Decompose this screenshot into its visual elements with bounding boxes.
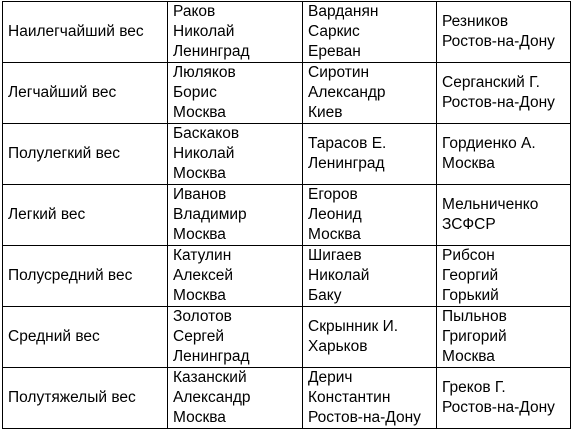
cell-line: Баскаков <box>173 125 240 142</box>
cell-line: Люляков <box>173 64 236 81</box>
cell-line: Раков <box>173 3 216 20</box>
cell-line: Рибсон <box>442 247 495 264</box>
weight-class-cell <box>3 2 168 63</box>
cell-line: ЗСФСР <box>442 216 496 233</box>
cell-line: Горький <box>442 287 499 304</box>
weight-class-label: Легкий вес <box>8 206 86 223</box>
cell-line: Алексей <box>173 267 233 284</box>
third-place-cell <box>437 124 571 185</box>
third-place-cell <box>437 246 571 307</box>
cell-line: Григорий <box>442 328 507 345</box>
cell-line: Сиротин <box>308 64 370 81</box>
cell-line: Москва <box>173 287 226 304</box>
cell-line: Ленинград <box>173 348 250 365</box>
table-body <box>3 2 571 429</box>
cell-line: Гордиенко А. <box>442 135 536 152</box>
cell-line: Николай <box>173 23 235 40</box>
cell-line: Харьков <box>308 338 368 355</box>
weight-class-cell <box>3 368 168 429</box>
cell-line: Александр <box>308 84 386 101</box>
cell-line: Москва <box>173 165 226 182</box>
third-place-cell <box>437 185 571 246</box>
cell-line: Греков Г. <box>442 379 506 396</box>
weight-class-table <box>2 1 571 429</box>
table-row <box>3 185 571 246</box>
first-place-cell <box>168 63 303 124</box>
cell-line: Николай <box>173 145 235 162</box>
cell-line: Золотов <box>173 308 232 325</box>
weight-class-label: Наилегчайший вес <box>8 23 144 40</box>
cell-line: Пыльнов <box>442 308 507 325</box>
table-row <box>3 307 571 368</box>
weight-class-label: Средний вес <box>8 328 100 345</box>
cell-line: Георгий <box>442 267 499 284</box>
cell-line: Ереван <box>308 43 361 60</box>
cell-line: Александр <box>173 389 251 406</box>
weight-class-label: Полулегкий вес <box>8 145 121 162</box>
second-place-cell <box>303 63 437 124</box>
cell-line: Сергей <box>173 328 225 345</box>
cell-line: Иванов <box>173 186 227 203</box>
first-place-cell <box>168 246 303 307</box>
cell-line: Москва <box>442 348 495 365</box>
cell-line: Ростов-на-Дону <box>442 33 555 50</box>
second-place-cell <box>303 124 437 185</box>
cell-line: Москва <box>442 155 495 172</box>
second-place-cell <box>303 2 437 63</box>
cell-line: Ленинград <box>173 43 250 60</box>
second-place-cell <box>303 368 437 429</box>
weight-class-cell <box>3 124 168 185</box>
weight-class-cell <box>3 63 168 124</box>
cell-line: Тарасов Е. <box>308 135 387 152</box>
second-place-cell <box>303 246 437 307</box>
first-place-cell <box>168 185 303 246</box>
cell-line: Николай <box>308 267 370 284</box>
cell-line: Резников <box>442 13 509 30</box>
first-place-cell <box>168 368 303 429</box>
cell-line: Егоров <box>308 186 358 203</box>
first-place-cell <box>168 307 303 368</box>
third-place-cell <box>437 307 571 368</box>
cell-line: Баку <box>308 287 342 304</box>
third-place-cell <box>437 2 571 63</box>
first-place-cell <box>168 2 303 63</box>
cell-line: Казанский <box>173 369 247 386</box>
weight-class-label: Полусредний вес <box>8 267 133 284</box>
cell-line: Ленинград <box>308 155 385 172</box>
cell-line: Москва <box>173 409 226 426</box>
weight-class-cell <box>3 185 168 246</box>
cell-line: Константин <box>308 389 391 406</box>
cell-line: Москва <box>308 226 361 243</box>
cell-line: Дерич <box>308 369 353 386</box>
third-place-cell <box>437 368 571 429</box>
cell-line: Ростов-на-Дону <box>442 399 555 416</box>
second-place-cell <box>303 185 437 246</box>
table-row <box>3 368 571 429</box>
cell-line: Борис <box>173 84 217 101</box>
cell-line: Катулин <box>173 247 232 264</box>
table-row <box>3 246 571 307</box>
table-row <box>3 63 571 124</box>
cell-line: Ростов-на-Дону <box>308 409 421 426</box>
table-row <box>3 124 571 185</box>
third-place-cell <box>437 63 571 124</box>
cell-line: Ростов-на-Дону <box>442 94 555 111</box>
weight-class-cell <box>3 246 168 307</box>
cell-line: Москва <box>173 226 226 243</box>
first-place-cell <box>168 124 303 185</box>
weight-class-label: Полутяжелый вес <box>8 389 136 406</box>
table-row <box>3 2 571 63</box>
cell-line: Владимир <box>173 206 247 223</box>
cell-line: Серганский Г. <box>442 74 540 91</box>
cell-line: Скрынник И. <box>308 318 399 335</box>
cell-line: Саркис <box>308 23 360 40</box>
cell-line: Мельниченко <box>442 196 539 213</box>
second-place-cell <box>303 307 437 368</box>
cell-line: Шигаев <box>308 247 362 264</box>
cell-line: Киев <box>308 104 343 121</box>
weight-class-label: Легчайший вес <box>8 84 117 101</box>
cell-line: Москва <box>173 104 226 121</box>
weight-class-cell <box>3 307 168 368</box>
cell-line: Варданян <box>308 3 379 20</box>
cell-line: Леонид <box>308 206 362 223</box>
